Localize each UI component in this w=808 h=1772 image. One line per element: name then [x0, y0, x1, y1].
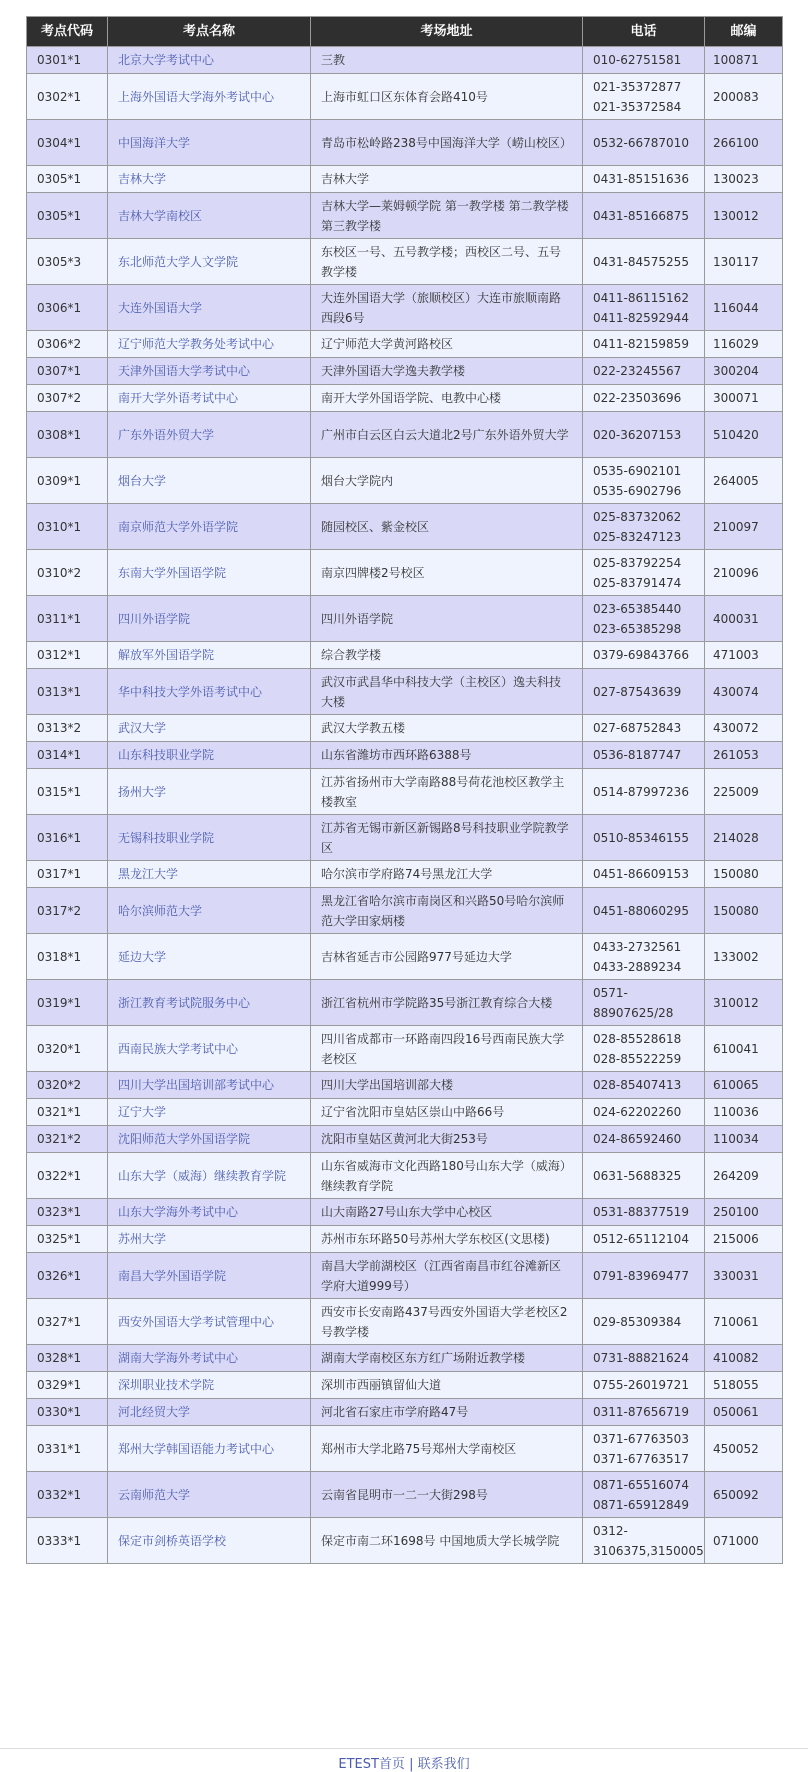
- cell-center-name: 解放军外国语学院: [108, 642, 311, 669]
- table-row: [27, 769, 783, 815]
- cell-phone: 0311-87656719: [583, 1399, 705, 1426]
- cell-center-name: 黑龙江大学: [108, 861, 311, 888]
- cell-phone: 020-36207153: [583, 412, 705, 458]
- cell-phone: 0431-85166875: [583, 193, 705, 239]
- cell-phone: 0531-88377519: [583, 1199, 705, 1226]
- cell-address: 南京四牌楼2号校区: [311, 550, 583, 596]
- cell-phone: 0411-82159859: [583, 331, 705, 358]
- cell-center-name: 湖南大学海外考试中心: [108, 1345, 311, 1372]
- cell-zip: 410082: [705, 1345, 783, 1372]
- cell-phone: 0411-86115162 0411-82592944: [583, 285, 705, 331]
- cell-phone: 028-85407413: [583, 1072, 705, 1099]
- cell-code: 0318*1: [27, 934, 108, 980]
- cell-phone: 027-87543639: [583, 669, 705, 715]
- table-row: [27, 1199, 783, 1226]
- cell-zip: 130023: [705, 166, 783, 193]
- cell-center-name: 南昌大学外国语学院: [108, 1253, 311, 1299]
- cell-address: 四川外语学院: [311, 596, 583, 642]
- cell-center-name: 烟台大学: [108, 458, 311, 504]
- table-row: [27, 285, 783, 331]
- cell-zip: 225009: [705, 769, 783, 815]
- table-row: [27, 358, 783, 385]
- table-row: [27, 1345, 783, 1372]
- cell-phone: 0631-5688325: [583, 1153, 705, 1199]
- cell-address: 辽宁师范大学黄河路校区: [311, 331, 583, 358]
- cell-address: 上海市虹口区东体育会路410号: [311, 74, 583, 120]
- cell-center-name: 西南民族大学考试中心: [108, 1026, 311, 1072]
- cell-phone: 0514-87997236: [583, 769, 705, 815]
- cell-phone: 028-85528618 028-85522259: [583, 1026, 705, 1072]
- cell-zip: 130117: [705, 239, 783, 285]
- cell-code: 0333*1: [27, 1518, 108, 1564]
- cell-address: 云南省昆明市一二一大街298号: [311, 1472, 583, 1518]
- cell-phone: 0791-83969477: [583, 1253, 705, 1299]
- cell-center-name: 云南师范大学: [108, 1472, 311, 1518]
- table-row: [27, 1072, 783, 1099]
- cell-code: 0319*1: [27, 980, 108, 1026]
- header-zip: 邮编: [705, 17, 783, 47]
- cell-center-name: 南京师范大学外语学院: [108, 504, 311, 550]
- cell-address: 山东省潍坊市西环路6388号: [311, 742, 583, 769]
- cell-center-name: 东南大学外国语学院: [108, 550, 311, 596]
- table-row: [27, 1253, 783, 1299]
- cell-code: 0313*2: [27, 715, 108, 742]
- table-body: [27, 47, 783, 1564]
- cell-center-name: 大连外国语大学: [108, 285, 311, 331]
- cell-code: 0309*1: [27, 458, 108, 504]
- cell-address: 辽宁省沈阳市皇姑区崇山中路66号: [311, 1099, 583, 1126]
- table-row: [27, 1099, 783, 1126]
- cell-address: 南开大学外国语学院、电教中心楼: [311, 385, 583, 412]
- cell-center-name: 吉林大学南校区: [108, 193, 311, 239]
- cell-code: 0326*1: [27, 1253, 108, 1299]
- cell-phone: 022-23245567: [583, 358, 705, 385]
- cell-code: 0332*1: [27, 1472, 108, 1518]
- cell-zip: 471003: [705, 642, 783, 669]
- cell-address: 随园校区、紫金校区: [311, 504, 583, 550]
- table-row: [27, 331, 783, 358]
- header-address: 考场地址: [311, 17, 583, 47]
- cell-address: 武汉大学教五楼: [311, 715, 583, 742]
- cell-code: 0320*2: [27, 1072, 108, 1099]
- cell-phone: 0755-26019721: [583, 1372, 705, 1399]
- cell-code: 0302*1: [27, 74, 108, 120]
- cell-code: 0314*1: [27, 742, 108, 769]
- cell-code: 0315*1: [27, 769, 108, 815]
- cell-phone: 024-62202260: [583, 1099, 705, 1126]
- cell-code: 0305*3: [27, 239, 108, 285]
- cell-code: 0305*1: [27, 166, 108, 193]
- exam-center-table: [26, 16, 783, 1564]
- cell-code: 0331*1: [27, 1426, 108, 1472]
- cell-center-name: 哈尔滨师范大学: [108, 888, 311, 934]
- cell-address: 西安市长安南路437号西安外国语大学老校区2号教学楼: [311, 1299, 583, 1345]
- table-row: [27, 1153, 783, 1199]
- header-code: 考点代码: [27, 17, 108, 47]
- table-row: [27, 504, 783, 550]
- cell-center-name: 苏州大学: [108, 1226, 311, 1253]
- table-row: [27, 861, 783, 888]
- cell-code: 0311*1: [27, 596, 108, 642]
- cell-phone: 022-23503696: [583, 385, 705, 412]
- table-row: [27, 1299, 783, 1345]
- cell-code: 0328*1: [27, 1345, 108, 1372]
- cell-center-name: 辽宁师范大学教务处考试中心: [108, 331, 311, 358]
- table-row: [27, 1472, 783, 1518]
- cell-zip: 100871: [705, 47, 783, 74]
- table-row: [27, 1026, 783, 1072]
- table-row: [27, 980, 783, 1026]
- table-row: [27, 1426, 783, 1472]
- cell-address: 山大南路27号山东大学中心校区: [311, 1199, 583, 1226]
- cell-code: 0306*1: [27, 285, 108, 331]
- cell-address: 综合教学楼: [311, 642, 583, 669]
- cell-zip: 518055: [705, 1372, 783, 1399]
- cell-phone: 025-83792254 025-83791474: [583, 550, 705, 596]
- table-row: [27, 642, 783, 669]
- table-row: [27, 385, 783, 412]
- cell-phone: 0571- 88907625/28: [583, 980, 705, 1026]
- cell-address: 四川省成都市一环路南四段16号西南民族大学老校区: [311, 1026, 583, 1072]
- cell-zip: 116044: [705, 285, 783, 331]
- cell-zip: 150080: [705, 861, 783, 888]
- cell-center-name: 浙江教育考试院服务中心: [108, 980, 311, 1026]
- cell-address: 三教: [311, 47, 583, 74]
- table-row: [27, 742, 783, 769]
- header-phone: 电话: [583, 17, 705, 47]
- cell-code: 0325*1: [27, 1226, 108, 1253]
- footer-separator: |: [409, 1757, 414, 1772]
- cell-code: 0310*2: [27, 550, 108, 596]
- table-row: [27, 596, 783, 642]
- cell-address: 哈尔滨市学府路74号黑龙江大学: [311, 861, 583, 888]
- cell-zip: 610041: [705, 1026, 783, 1072]
- cell-code: 0317*2: [27, 888, 108, 934]
- cell-center-name: 山东大学海外考试中心: [108, 1199, 311, 1226]
- table-row: [27, 458, 783, 504]
- cell-center-name: 西安外国语大学考试管理中心: [108, 1299, 311, 1345]
- cell-zip: 050061: [705, 1399, 783, 1426]
- cell-center-name: 四川外语学院: [108, 596, 311, 642]
- cell-phone: 0731-88821624: [583, 1345, 705, 1372]
- cell-address: 江苏省无锡市新区新锡路8号科技职业学院教学区: [311, 815, 583, 861]
- cell-zip: 610065: [705, 1072, 783, 1099]
- cell-phone: 023-65385440 023-65385298: [583, 596, 705, 642]
- table-row: [27, 815, 783, 861]
- cell-zip: 116029: [705, 331, 783, 358]
- cell-center-name: 河北经贸大学: [108, 1399, 311, 1426]
- table-row: [27, 412, 783, 458]
- cell-phone: 0371-67763503 0371-67763517: [583, 1426, 705, 1472]
- table-row: [27, 1372, 783, 1399]
- cell-phone: 027-68752843: [583, 715, 705, 742]
- cell-code: 0330*1: [27, 1399, 108, 1426]
- cell-address: 江苏省扬州市大学南路88号荷花池校区教学主楼教室: [311, 769, 583, 815]
- cell-zip: 264005: [705, 458, 783, 504]
- cell-address: 苏州市东环路50号苏州大学东校区(文思楼): [311, 1226, 583, 1253]
- table-row: [27, 239, 783, 285]
- cell-center-name: 南开大学外语考试中心: [108, 385, 311, 412]
- cell-zip: 110034: [705, 1126, 783, 1153]
- cell-zip: 261053: [705, 742, 783, 769]
- cell-address: 烟台大学院内: [311, 458, 583, 504]
- cell-center-name: 华中科技大学外语考试中心: [108, 669, 311, 715]
- cell-phone: 0312- 3106375,3150005: [583, 1518, 705, 1564]
- cell-code: 0310*1: [27, 504, 108, 550]
- cell-address: 广州市白云区白云大道北2号广东外语外贸大学: [311, 412, 583, 458]
- cell-address: 黑龙江省哈尔滨市南岗区和兴路50号哈尔滨师范大学田家炳楼: [311, 888, 583, 934]
- table-row: [27, 715, 783, 742]
- cell-zip: 210097: [705, 504, 783, 550]
- exam-center-list: [26, 16, 782, 1564]
- cell-zip: 300204: [705, 358, 783, 385]
- cell-phone: 0431-85151636: [583, 166, 705, 193]
- cell-zip: 200083: [705, 74, 783, 120]
- cell-center-name: 四川大学出国培训部考试中心: [108, 1072, 311, 1099]
- cell-center-name: 郑州大学韩国语能力考试中心: [108, 1426, 311, 1472]
- cell-zip: 133002: [705, 934, 783, 980]
- cell-code: 0327*1: [27, 1299, 108, 1345]
- cell-phone: 0451-86609153: [583, 861, 705, 888]
- cell-phone: 029-85309384: [583, 1299, 705, 1345]
- cell-zip: 510420: [705, 412, 783, 458]
- cell-code: 0306*2: [27, 331, 108, 358]
- cell-zip: 130012: [705, 193, 783, 239]
- cell-center-name: 深圳职业技术学院: [108, 1372, 311, 1399]
- cell-phone: 021-35372877 021-35372584: [583, 74, 705, 120]
- cell-zip: 300071: [705, 385, 783, 412]
- cell-code: 0321*2: [27, 1126, 108, 1153]
- cell-phone: 025-83732062 025-83247123: [583, 504, 705, 550]
- cell-address: 东校区一号、五号教学楼；西校区二号、五号教学楼: [311, 239, 583, 285]
- table-row: [27, 166, 783, 193]
- cell-center-name: 天津外国语大学考试中心: [108, 358, 311, 385]
- contact-us-link[interactable]: 联系我们: [417, 1757, 470, 1772]
- table-row: [27, 888, 783, 934]
- cell-address: 武汉市武昌华中科技大学（主校区）逸夫科技大楼: [311, 669, 583, 715]
- cell-code: 0329*1: [27, 1372, 108, 1399]
- cell-phone: 0451-88060295: [583, 888, 705, 934]
- cell-center-name: 辽宁大学: [108, 1099, 311, 1126]
- table-row: [27, 550, 783, 596]
- cell-zip: 071000: [705, 1518, 783, 1564]
- cell-center-name: 山东科技职业学院: [108, 742, 311, 769]
- cell-center-name: 山东大学（威海）继续教育学院: [108, 1153, 311, 1199]
- cell-address: 沈阳市皇姑区黄河北大街253号: [311, 1126, 583, 1153]
- cell-address: 保定市南二环1698号 中国地质大学长城学院: [311, 1518, 583, 1564]
- cell-code: 0322*1: [27, 1153, 108, 1199]
- cell-zip: 210096: [705, 550, 783, 596]
- cell-zip: 264209: [705, 1153, 783, 1199]
- cell-phone: 0510-85346155: [583, 815, 705, 861]
- cell-center-name: 广东外语外贸大学: [108, 412, 311, 458]
- cell-center-name: 中国海洋大学: [108, 120, 311, 166]
- table-row: [27, 193, 783, 239]
- table-row: [27, 1399, 783, 1426]
- cell-zip: 450052: [705, 1426, 783, 1472]
- cell-center-name: 延边大学: [108, 934, 311, 980]
- cell-center-name: 扬州大学: [108, 769, 311, 815]
- cell-phone: 0512-65112104: [583, 1226, 705, 1253]
- cell-phone: 0536-8187747: [583, 742, 705, 769]
- cell-zip: 710061: [705, 1299, 783, 1345]
- cell-address: 深圳市西丽镇留仙大道: [311, 1372, 583, 1399]
- table-row: [27, 47, 783, 74]
- cell-address: 湖南大学南校区东方红广场附近教学楼: [311, 1345, 583, 1372]
- cell-code: 0304*1: [27, 120, 108, 166]
- cell-zip: 430072: [705, 715, 783, 742]
- table-row: [27, 1126, 783, 1153]
- footer-divider: [0, 1748, 808, 1749]
- cell-address: 四川大学出国培训部大楼: [311, 1072, 583, 1099]
- cell-code: 0301*1: [27, 47, 108, 74]
- cell-code: 0316*1: [27, 815, 108, 861]
- table-row: [27, 1518, 783, 1564]
- cell-center-name: 北京大学考试中心: [108, 47, 311, 74]
- cell-center-name: 武汉大学: [108, 715, 311, 742]
- cell-phone: 024-86592460: [583, 1126, 705, 1153]
- cell-code: 0320*1: [27, 1026, 108, 1072]
- cell-center-name: 吉林大学: [108, 166, 311, 193]
- etest-home-link[interactable]: ETEST首页: [338, 1757, 405, 1772]
- table-row: [27, 1226, 783, 1253]
- cell-center-name: 沈阳师范大学外国语学院: [108, 1126, 311, 1153]
- footer: [0, 1753, 808, 1772]
- cell-zip: 400031: [705, 596, 783, 642]
- cell-phone: 0379-69843766: [583, 642, 705, 669]
- cell-address: 吉林大学—莱姆顿学院 第一教学楼 第二教学楼 第三教学楼: [311, 193, 583, 239]
- cell-address: 浙江省杭州市学院路35号浙江教育综合大楼: [311, 980, 583, 1026]
- cell-address: 吉林省延吉市公园路977号延边大学: [311, 934, 583, 980]
- cell-address: 青岛市松岭路238号中国海洋大学（崂山校区）: [311, 120, 583, 166]
- table-row: [27, 120, 783, 166]
- cell-center-name: 无锡科技职业学院: [108, 815, 311, 861]
- cell-phone: 0431-84575255: [583, 239, 705, 285]
- cell-phone: 0532-66787010: [583, 120, 705, 166]
- cell-zip: 150080: [705, 888, 783, 934]
- cell-zip: 250100: [705, 1199, 783, 1226]
- cell-address: 山东省威海市文化西路180号山东大学（威海）继续教育学院: [311, 1153, 583, 1199]
- table-row: [27, 934, 783, 980]
- cell-zip: 110036: [705, 1099, 783, 1126]
- cell-phone: 0535-6902101 0535-6902796: [583, 458, 705, 504]
- cell-center-name: 东北师范大学人文学院: [108, 239, 311, 285]
- table-row: [27, 74, 783, 120]
- cell-address: 吉林大学: [311, 166, 583, 193]
- table-row: [27, 669, 783, 715]
- cell-zip: 650092: [705, 1472, 783, 1518]
- cell-phone: 0871-65516074 0871-65912849: [583, 1472, 705, 1518]
- cell-code: 0321*1: [27, 1099, 108, 1126]
- cell-zip: 215006: [705, 1226, 783, 1253]
- cell-center-name: 上海外国语大学海外考试中心: [108, 74, 311, 120]
- cell-zip: 430074: [705, 669, 783, 715]
- cell-code: 0308*1: [27, 412, 108, 458]
- cell-address: 南昌大学前湖校区（江西省南昌市红谷滩新区学府大道999号）: [311, 1253, 583, 1299]
- cell-code: 0307*1: [27, 358, 108, 385]
- cell-code: 0313*1: [27, 669, 108, 715]
- cell-address: 天津外国语大学逸夫教学楼: [311, 358, 583, 385]
- cell-phone: 0433-2732561 0433-2889234: [583, 934, 705, 980]
- cell-code: 0323*1: [27, 1199, 108, 1226]
- cell-code: 0307*2: [27, 385, 108, 412]
- cell-code: 0305*1: [27, 193, 108, 239]
- cell-zip: 266100: [705, 120, 783, 166]
- cell-address: 大连外国语大学（旅顺校区）大连市旅顺南路西段6号: [311, 285, 583, 331]
- cell-center-name: 保定市剑桥英语学校: [108, 1518, 311, 1564]
- cell-phone: 010-62751581: [583, 47, 705, 74]
- cell-zip: 330031: [705, 1253, 783, 1299]
- cell-address: 河北省石家庄市学府路47号: [311, 1399, 583, 1426]
- cell-code: 0312*1: [27, 642, 108, 669]
- cell-address: 郑州市大学北路75号郑州大学南校区: [311, 1426, 583, 1472]
- table-header-row: [27, 17, 783, 47]
- cell-zip: 310012: [705, 980, 783, 1026]
- header-name: 考点名称: [108, 17, 311, 47]
- cell-zip: 214028: [705, 815, 783, 861]
- cell-code: 0317*1: [27, 861, 108, 888]
